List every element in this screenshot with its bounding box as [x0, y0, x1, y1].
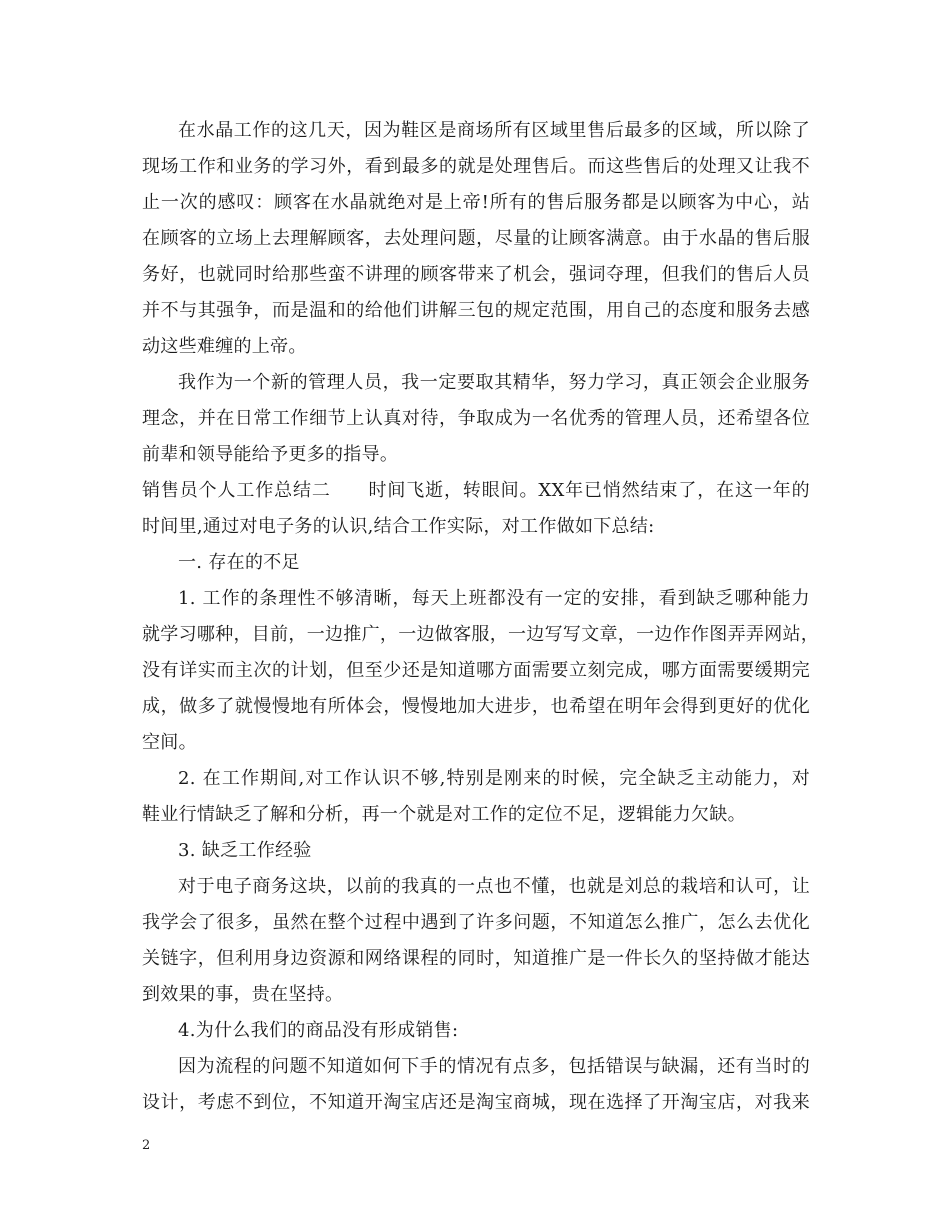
paragraph-1-line-4: 在顾客的立场上去理解顾客，去处理问题，尽量的让顾客满意。由于水晶的售后服: [142, 228, 810, 249]
section-heading-shortcomings: 一. 存在的不足: [178, 552, 300, 573]
item-1-line-2: 就学习哪种，目前，一边推广，一边做客服，一边写写文章，一边作作图弄弄网站，: [142, 624, 820, 645]
paragraph-2-line-3: 前辈和领导能给予更多的指导。: [142, 444, 399, 465]
paragraph-1-line-2: 现场工作和业务的学习外，看到最多的就是处理售后。而这些售后的处理又让我不: [142, 156, 810, 177]
paragraph-1-line-6: 并不与其强争，而是温和的给他们讲解三包的规定范围，用自己的态度和服务去感: [142, 300, 810, 321]
paragraph-1-line-5: 务好，也就同时给那些蛮不讲理的顾客带来了机会，强词夺理，但我们的售后人员: [142, 264, 810, 285]
paragraph-3-line-2: 时间里,通过对电子务的认识,结合工作实际，对工作做如下总结:: [142, 516, 655, 537]
paragraph-2-line-1: 我作为一个新的管理人员，我一定要取其精华，努力学习，真正领会企业服务: [178, 372, 810, 393]
item-3-body-line-2: 我学会了很多，虽然在整个过程中遇到了许多问题，不知道怎么推广，怎么去优化: [142, 912, 810, 933]
paragraph-1-line-3: 止一次的感叹：顾客在水晶就绝对是上帝!所有的售后服务都是以顾客为中心，站: [142, 192, 810, 213]
paragraph-1-line-7: 动这些难缠的上帝。: [142, 336, 307, 357]
item-3-body-line-1: 对于电子商务这块，以前的我真的一点也不懂，也就是刘总的栽培和认可，让: [178, 876, 810, 897]
item-3-body-line-3: 关链字，但利用身边资源和网络课程的同时，知道推广是一件长久的坚持做才能达: [142, 948, 810, 969]
item-3-body-line-4: 到效果的事，贵在坚持。: [142, 984, 344, 1005]
item-4-heading: 4.为什么我们的商品没有形成销售:: [178, 1020, 459, 1041]
item-1-line-4: 成，做多了就慢慢地有所体会，慢慢地加大进步，也希望在明年会得到更好的优化: [142, 696, 810, 717]
item-1-line-5: 空间。: [142, 732, 197, 753]
item-1-line-3: 没有详实而主次的计划，但至少还是知道哪方面需要立刻完成，哪方面需要缓期完: [142, 660, 810, 681]
item-1-line-1: 1. 工作的条理性不够清晰，每天上班都没有一定的安排，看到缺乏哪种能力: [178, 588, 810, 609]
paragraph-2-line-2: 理念，并在日常工作细节上认真对待，争取成为一名优秀的管理人员，还希望各位: [142, 408, 810, 429]
item-3-heading: 3. 缺乏工作经验: [178, 840, 312, 861]
item-4-body-line-1: 因为流程的问题不知道如何下手的情况有点多，包括错误与缺漏，还有当时的: [178, 1056, 810, 1077]
page-number: 2: [142, 1138, 151, 1153]
paragraph-3-line-1: 销售员个人工作总结二 时间飞逝，转眼间。XX年已悄然结束了，在这一年的: [142, 480, 810, 501]
item-2-line-1: 2. 在工作期间,对工作认识不够,特别是刚来的时候，完全缺乏主动能力，对: [178, 768, 810, 789]
item-2-line-2: 鞋业行情缺乏了解和分析，再一个就是对工作的定位不足，逻辑能力欠缺。: [142, 804, 746, 825]
item-4-body-line-2: 设计，考虑不到位，不知道开淘宝店还是淘宝商城，现在选择了开淘宝店，对我来: [142, 1092, 810, 1113]
paragraph-1-line-1: 在水晶工作的这几天，因为鞋区是商场所有区域里售后最多的区域，所以除了: [178, 120, 810, 141]
